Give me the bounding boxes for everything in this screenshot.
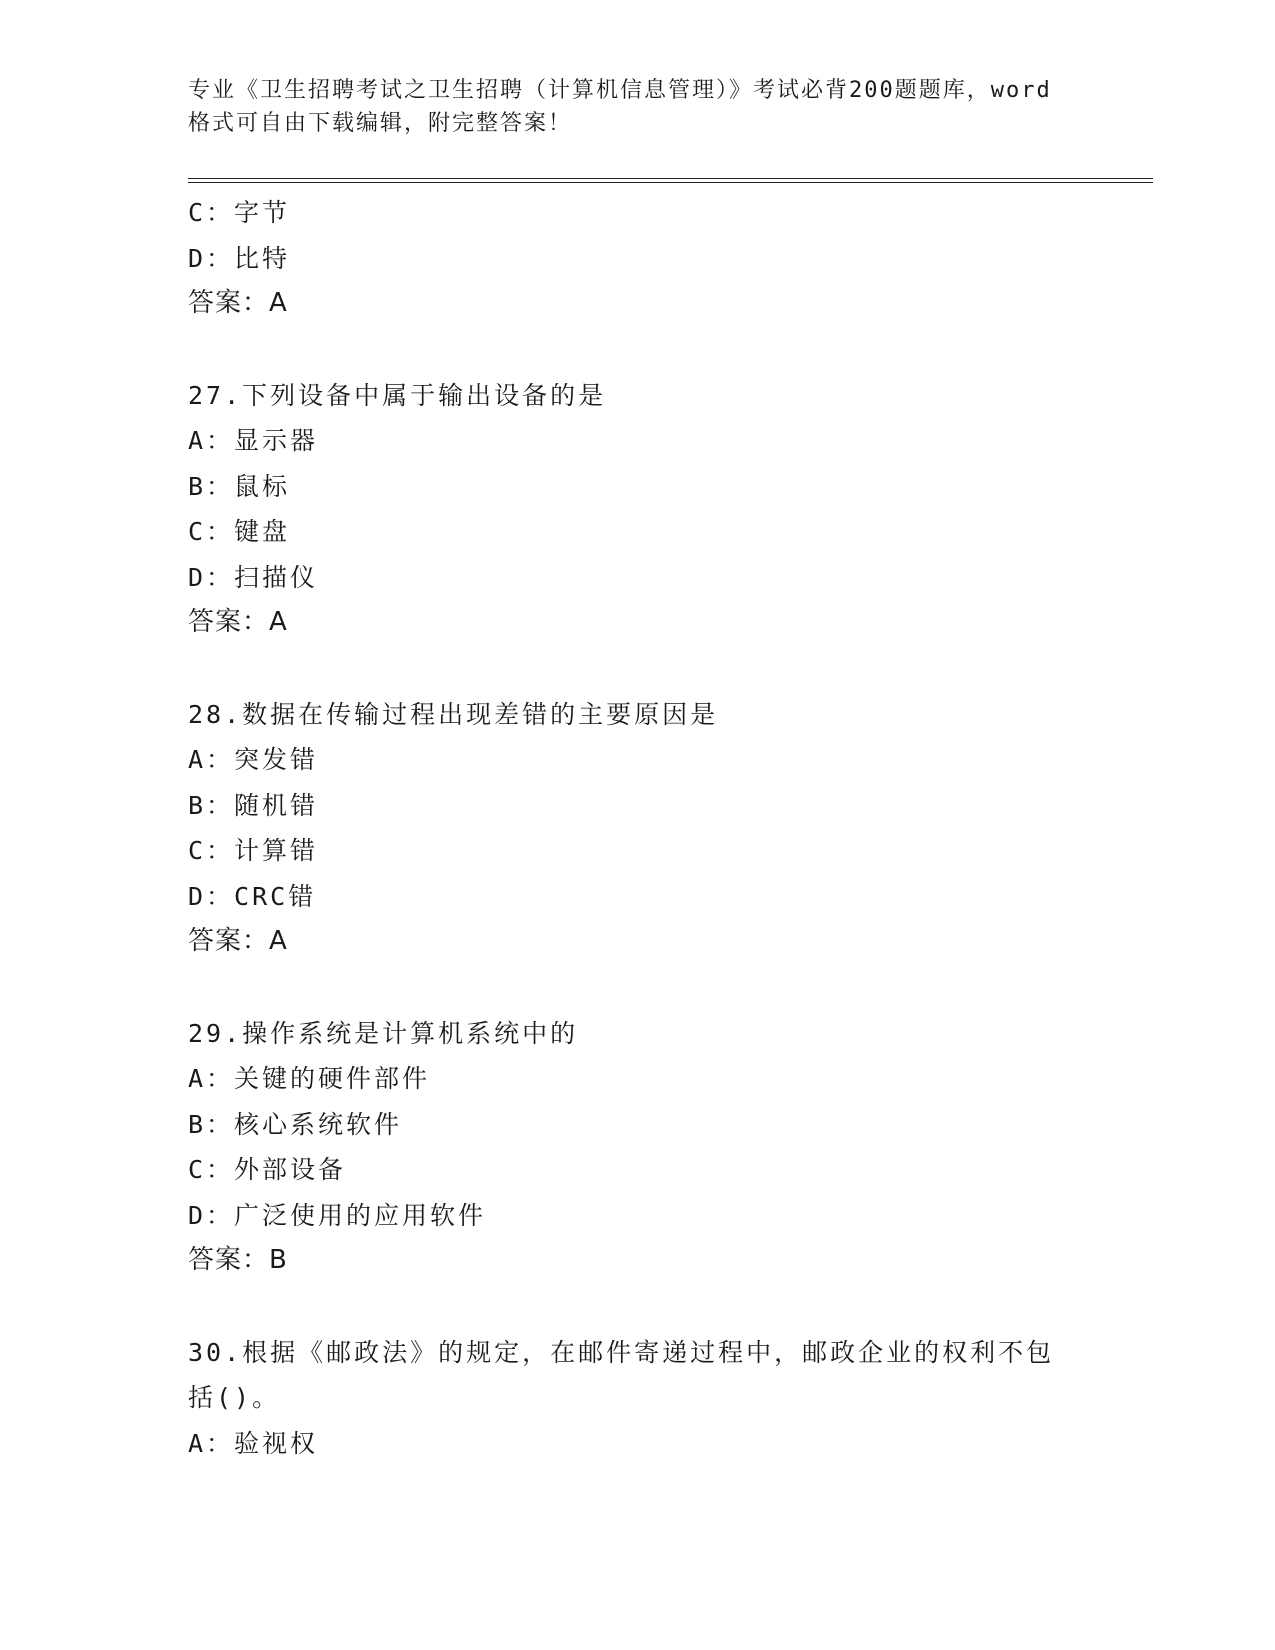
option-d: D：CRC错	[188, 881, 317, 911]
question-27	[188, 373, 1088, 646]
option-a: A：关键的硬件部件	[188, 1064, 431, 1093]
question-stem-line-2: 括()。	[188, 1383, 281, 1412]
header-line-1: 专业《卫生招聘考试之卫生招聘（计算机信息管理）》考试必背200题题库，word	[188, 78, 1052, 103]
question-stem: 28.数据在传输过程出现差错的主要原因是	[188, 699, 719, 729]
option-b: B：随机错	[188, 790, 319, 820]
question-28	[188, 692, 1088, 965]
question-26-continuation	[188, 190, 1088, 327]
option-c: C：字节	[188, 198, 291, 227]
option-b: B：核心系统软件	[188, 1109, 403, 1139]
question-stem-line-1: 30.根据《邮政法》的规定，在邮件寄递过程中，邮政企业的权利不包	[188, 1337, 1055, 1367]
header-line-2: 格式可自由下载编辑，附完整答案！	[188, 111, 573, 136]
option-c: C：键盘	[188, 517, 291, 546]
option-c: C：外部设备	[188, 1155, 347, 1184]
option-d: D：比特	[188, 243, 291, 273]
answer: 答案：A	[188, 607, 288, 637]
option-a: A：显示器	[188, 426, 319, 455]
header-rule-top	[188, 178, 1153, 179]
document-header	[188, 74, 1088, 140]
option-d: D：广泛使用的应用软件	[188, 1200, 487, 1230]
answer: 答案：B	[188, 1245, 288, 1275]
question-stem: 29.操作系统是计算机系统中的	[188, 1018, 579, 1048]
option-a: A：验视权	[188, 1428, 319, 1458]
header-rule-bottom	[188, 182, 1153, 183]
answer: 答案：A	[188, 288, 288, 318]
option-c: C：计算错	[188, 836, 319, 865]
question-30	[188, 1330, 1088, 1467]
answer: 答案：A	[188, 926, 288, 956]
question-stem: 27.下列设备中属于输出设备的是	[188, 380, 607, 410]
question-content	[188, 190, 1088, 1466]
option-a: A：突发错	[188, 745, 319, 774]
option-b: B：鼠标	[188, 471, 291, 501]
option-d: D：扫描仪	[188, 562, 319, 592]
question-29	[188, 1011, 1088, 1284]
